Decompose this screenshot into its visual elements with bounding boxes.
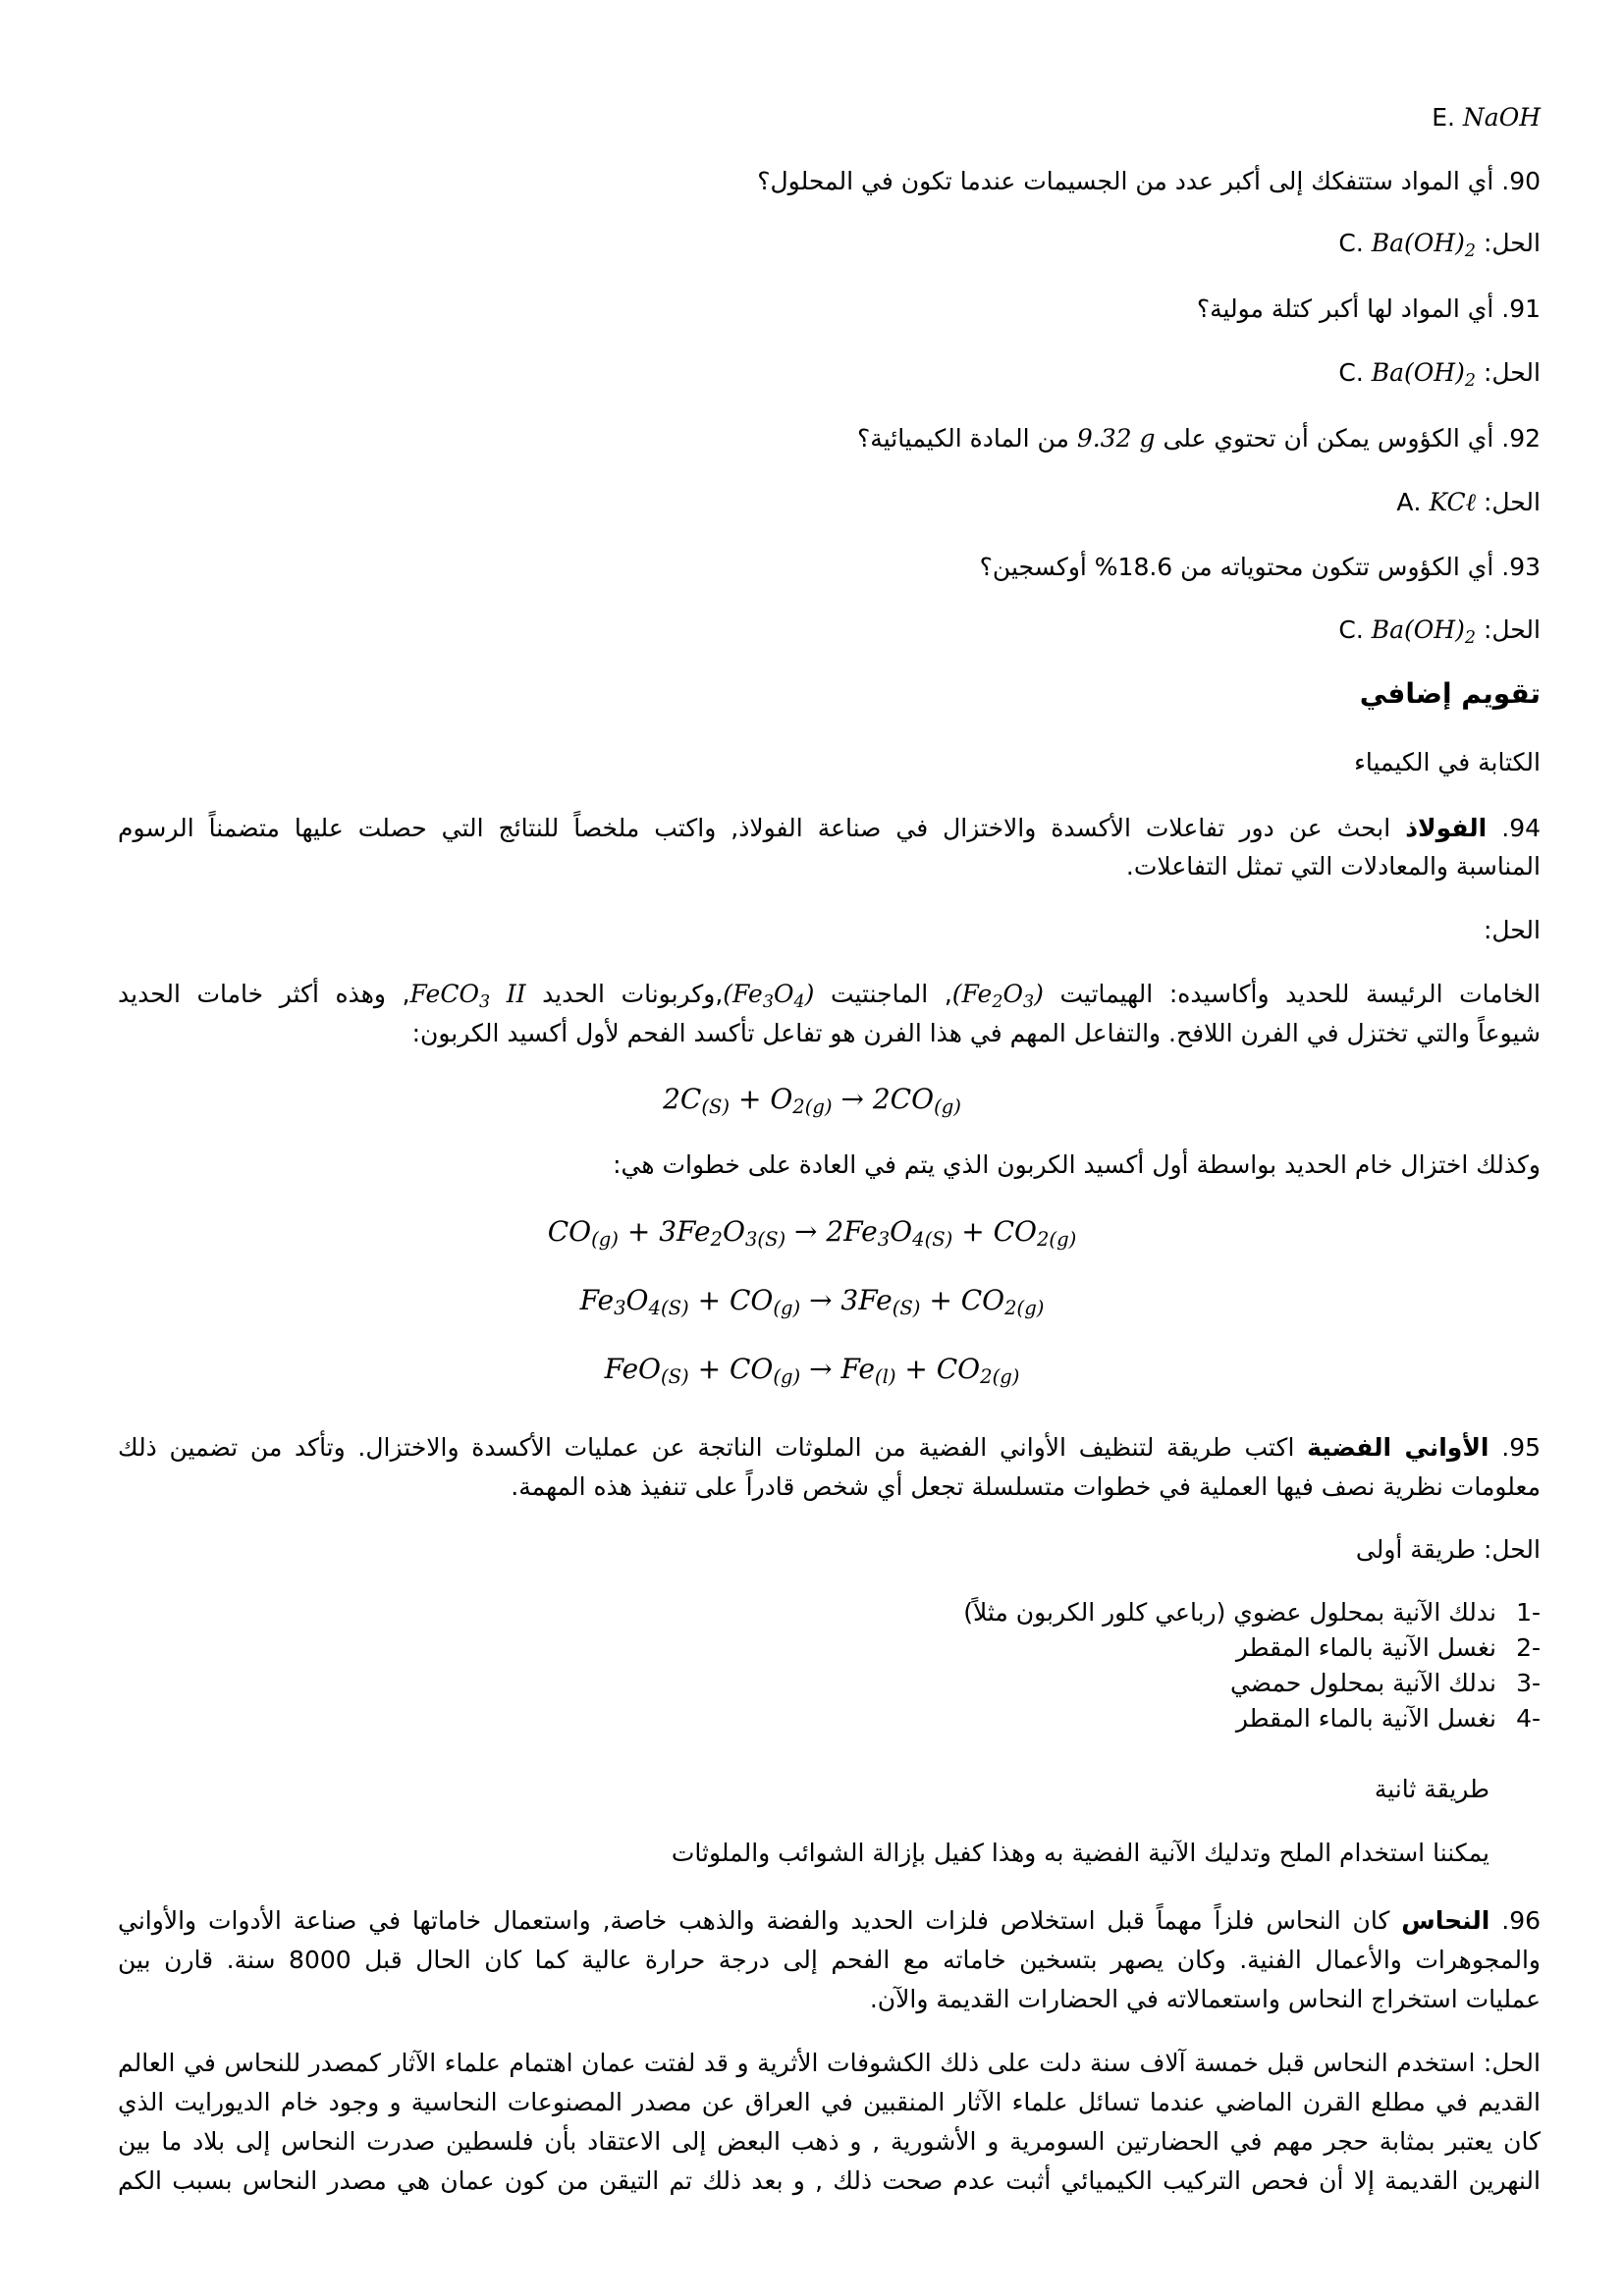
q95-line1: اكتب طريقة لتنظيف الأواني الفضية من الملوثات الناتجة عن عمليات الأكسدة والاختزال. وتأكد من تضمين ذلك (118, 1433, 1295, 1462)
q90-question (118, 167, 1541, 196)
q93-solution (118, 615, 1541, 648)
q90-sol-option: .C (1338, 229, 1364, 257)
q94-magnetite-formula: $(Fe_3O_4)$ (723, 980, 815, 1012)
q92-sol-label: الحل: (1483, 488, 1541, 516)
q94-p1-c: ,وكربونات الحديد (542, 980, 724, 1008)
q94-paragraph1-line2: شيوعاً والتي تختزل في الفرن اللافح. والتفاعل المهم في هذا الفرن هو تفاعل تأكسد الفحم لأول أكسيد الكربون: (411, 1019, 1541, 1047)
q94-equation-2: $CO_{(g)} + 3Fe_2O_{3(S)} \to 2Fe_3O_{4(S)} + CO_{2(g)}$ (547, 1215, 1077, 1251)
q91-solution (118, 358, 1541, 391)
q94-hematite-formula: $(Fe_2O_3)$ (951, 980, 1044, 1012)
q96-solution-line3: كان يعتبر بمثابة حجر مهم في الحضارتين السومرية و الأشورية , و ذهب البعض إلى الاعتقاد بأن فلسطين صدرت النحاس إلى بلاد ما بين (118, 2127, 1541, 2156)
q95-step-4-text: نغسل الآنية بالماء المقطر (1235, 1704, 1496, 1733)
q95-step-4-number: -4 (1516, 1704, 1541, 1733)
q96-title: النحاس (1401, 1906, 1490, 1935)
q93-text: أي الكؤوس تتكون محتوياته من 18.6% أوكسجين؟ (979, 553, 1494, 581)
q92-sol-formula: KCℓ (1429, 488, 1476, 516)
q93-sol-formula: $Ba(OH)_2$ (1371, 615, 1476, 648)
q95-step-3-text: ندلك الآنية بمحلول حمضي (1229, 1669, 1496, 1697)
q94-sol-label: الحل: (1483, 916, 1541, 944)
q96-solution-line4: النهرين القديمة إلا أن فحص التركيب الكيميائي أثبت عدم صحت ذلك , و بعد ذلك تم التيقن من كون عمان هي مصدر النحاس بسبب الكم (118, 2166, 1541, 2195)
q90-text: أي المواد ستتفكك إلى أكبر عدد من الجسيمات عندما تكون في المحلول؟ (757, 167, 1494, 195)
q95-title: الأواني الفضية (1307, 1433, 1489, 1462)
q95-step-3 (657, 1669, 1541, 1698)
q91-text: أي المواد لها أكبر كتلة مولية؟ (1196, 294, 1494, 323)
q96-line1: كان النحاس فلزاً مهماً قبل استخلاص فلزات الحديد والفضة والذهب خاصة, واستعمال خاماتها في صناعة الأدوات والأواني (118, 1906, 1390, 1935)
q94-number: 94. (1501, 814, 1542, 842)
q95-step-1-number: -1 (1516, 1598, 1541, 1627)
q95-method2-text: يمكننا استخدام الملح وتدليك الآنية الفضية به وهذا كفيل بإزالة الشوائب والملوثات (671, 1839, 1489, 1867)
q92-text-b: من المادة الكيميائية؟ (857, 424, 1069, 453)
q89-option-e (118, 103, 1541, 133)
q95-sol-label: الحل: طريقة أولى (1355, 1535, 1541, 1564)
q95-step-1-text: ندلك الآنية بمحلول عضوي (رباعي كلور الكربون مثلاً) (963, 1598, 1496, 1627)
q89-option-letter: .E (1432, 103, 1455, 132)
q95-step-1 (657, 1598, 1541, 1628)
q96-question-line2: والمجوهرات والأعمال الفنية. وكان يصهر بتسخين خاماته مع الفحم إلى درجة حرارة عالية كما كان الحال قبل 8000 سنة. قارن بين (118, 1946, 1541, 1974)
q96-solution-line2: القديم في مطلع القرن الماضي عندما تسائل علماء الآثار المنقبين في العراق عن مصدر المصنوعات النحاسية و وجود خام الديورايت الذي (118, 2088, 1541, 2116)
q92-value: 9.32 g (1076, 424, 1156, 453)
q92-number: 92. (1501, 424, 1541, 453)
q94-siderite-formula: FeCO$_3$ II (409, 980, 526, 1012)
q94-p1-d: , وهذه أكثر خامات الحديد (118, 980, 410, 1008)
q94-equation-4: $FeO_{(S)} + CO_{(g)} \to Fe_{(l)} + CO_{2(g)}$ (604, 1353, 1020, 1388)
q94-question-line1 (118, 814, 1541, 843)
q96-solution-line1: الحل: استخدم النحاس قبل خمسة آلاف سنة دلت على ذلك الكشوفات الأثرية و قد لفتت عمان اهتمام علماء الآثار كمصدر للنحاس في العالم (118, 2049, 1541, 2077)
section-subtitle: الكتابة في الكيمياء (1354, 748, 1541, 776)
q94-question-line2: المناسبة والمعادلات التي تمثل التفاعلات. (1125, 852, 1541, 881)
section-title: تقويم إضافي (1359, 677, 1541, 710)
q90-solution (118, 229, 1541, 261)
q96-number: 96. (1501, 1906, 1541, 1935)
q93-question (118, 553, 1541, 582)
q94-equation-1: $2C_{(S)} + O_{2(g)} \to 2CO_{(g)}$ (663, 1083, 961, 1118)
q94-line1: ابحث عن دور تفاعلات الأكسدة والاختزال في صناعة الفولاذ, واكتب ملخصاً للنتائج التي حصلت عليها متضمناً الرسوم (118, 814, 1391, 842)
q89-formula: NaOH (1462, 103, 1541, 132)
q94-equation-3: $Fe_3O_{4(S)} + CO_{(g)} \to 3Fe_{(S)} + CO_{2(g)}$ (579, 1284, 1045, 1319)
q90-number: 90. (1501, 167, 1541, 195)
q95-question-line1 (118, 1433, 1541, 1463)
q95-step-2-number: -2 (1516, 1633, 1541, 1662)
q92-text-a: أي الكؤوس يمكن أن تحتوي على (1163, 424, 1494, 453)
q95-step-2 (657, 1633, 1541, 1663)
q91-sol-label: الحل: (1483, 358, 1541, 387)
q91-sol-formula: $Ba(OH)_2$ (1371, 358, 1476, 391)
q90-sol-formula: $Ba(OH)_2$ (1371, 229, 1476, 261)
q94-paragraph1-line1 (118, 980, 1541, 1012)
q94-paragraph2: وكذلك اختزال خام الحديد بواسطة أول أكسيد الكربون الذي يتم في العادة على خطوات هي: (613, 1150, 1541, 1179)
q93-sol-label: الحل: (1483, 615, 1541, 644)
q95-step-2-text: نغسل الآنية بالماء المقطر (1235, 1633, 1496, 1662)
q96-question-line1 (118, 1906, 1541, 1936)
q94-title: الفولاذ (1405, 814, 1488, 842)
q93-sol-option: .C (1338, 615, 1364, 644)
q91-sol-option: .C (1338, 358, 1364, 387)
q95-method2-label: طريقة ثانية (1374, 1775, 1489, 1803)
q92-solution (118, 488, 1541, 517)
q95-step-4 (657, 1704, 1541, 1734)
q90-sol-label: الحل: (1483, 229, 1541, 257)
q91-question (118, 294, 1541, 324)
q91-number: 91. (1501, 294, 1541, 323)
q95-question-line2: معلومات نظرية نصف فيها العملية في خطوات متسلسلة تجعل أي شخص قادراً على تنفيذ هذه المهمة. (511, 1472, 1541, 1501)
q92-sol-option: .A (1396, 488, 1422, 516)
q93-number: 93. (1501, 553, 1541, 581)
q94-p1-b: , الماجنتيت (830, 980, 952, 1008)
q92-question (118, 424, 1541, 454)
q96-question-line3: عمليات استخراج النحاس واستعمالاته في الحضارات القديمة والآن. (869, 1985, 1541, 2013)
q95-number: 95. (1501, 1433, 1541, 1462)
q95-step-3-number: -3 (1516, 1669, 1541, 1697)
q94-p1-a: الخامات الرئيسة للحديد وأكاسيده: الهيماتيت (1059, 980, 1541, 1008)
